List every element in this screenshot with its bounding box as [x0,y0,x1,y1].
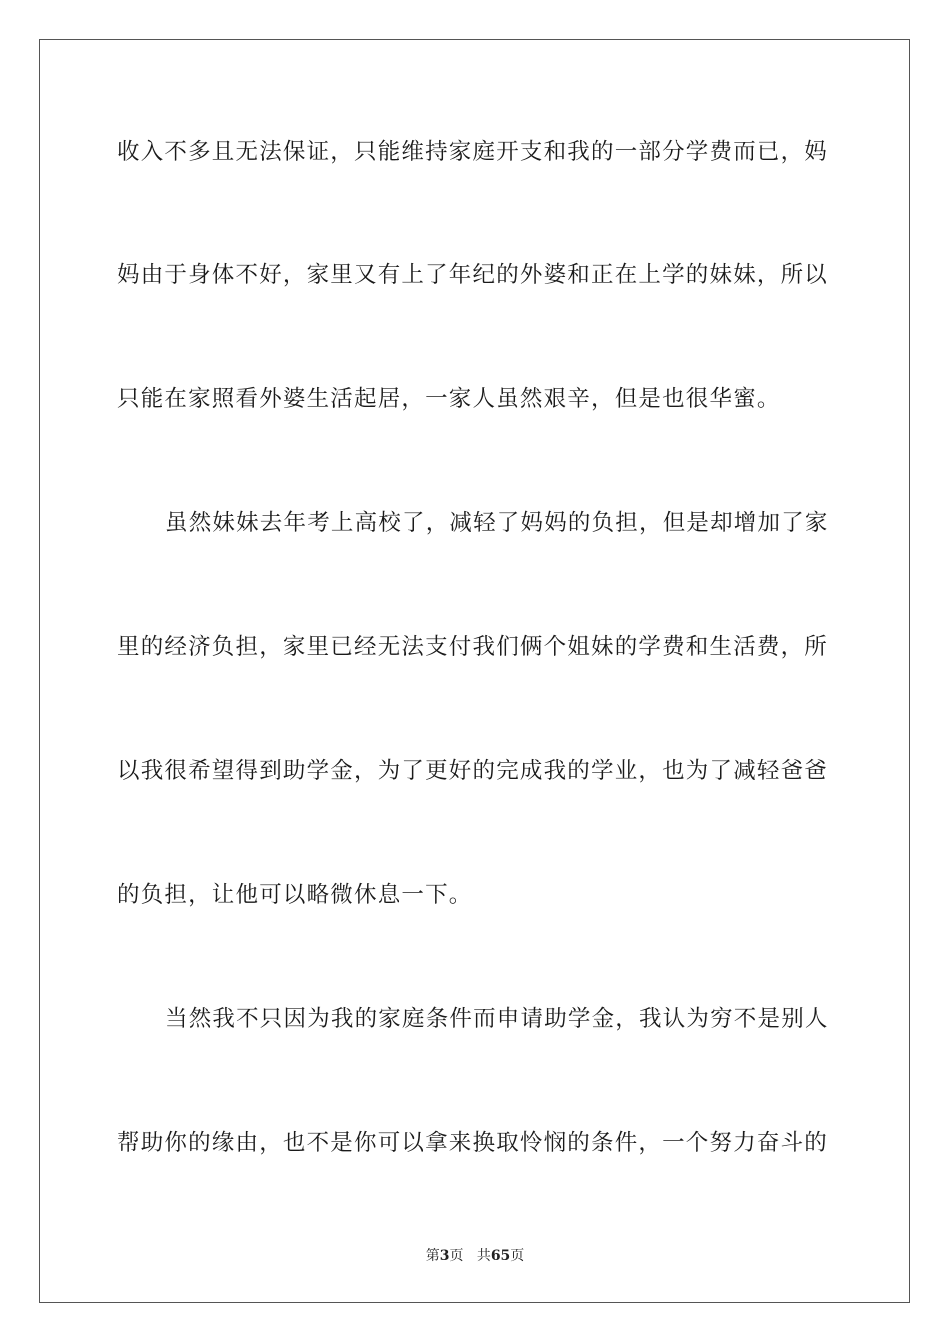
text-line-8-paragraph-start: 当然我不只因为我的家庭条件而申请助学金，我认为穷不是别人 [165,1006,829,1032]
total-suffix: 页 [510,1248,525,1264]
page-number: 3 [439,1248,450,1264]
page-prefix: 第 [425,1248,440,1264]
total-pages: 65 [490,1248,511,1264]
page-frame [39,39,910,1303]
text-line-2: 妈由于身体不好，家里又有上了年纪的外婆和正在上学的妹妹，所以 [117,262,829,288]
total-prefix: 共 [476,1248,491,1264]
text-line-5: 里的经济负担，家里已经无法支付我们俩个姐妹的学费和生活费，所 [117,634,829,660]
text-line-6: 以我很希望得到助学金，为了更好的完成我的学业，也为了减轻爸爸 [117,758,829,784]
text-line-3: 只能在家照看外婆生活起居，一家人虽然艰辛，但是也很华蜜。 [117,386,781,412]
text-line-1: 收入不多且无法保证，只能维持家庭开支和我的一部分学费而已，妈 [117,139,829,165]
text-line-7: 的负担，让他可以略微休息一下。 [117,882,473,908]
page-footer [0,1247,950,1265]
page-suffix: 页 [449,1248,464,1264]
text-line-4-paragraph-start: 虽然妹妹去年考上高校了，减轻了妈妈的负担，但是却增加了家 [165,510,829,536]
text-line-9: 帮助你的缘由，也不是你可以拿来换取怜悯的条件，一个努力奋斗的 [117,1130,829,1156]
